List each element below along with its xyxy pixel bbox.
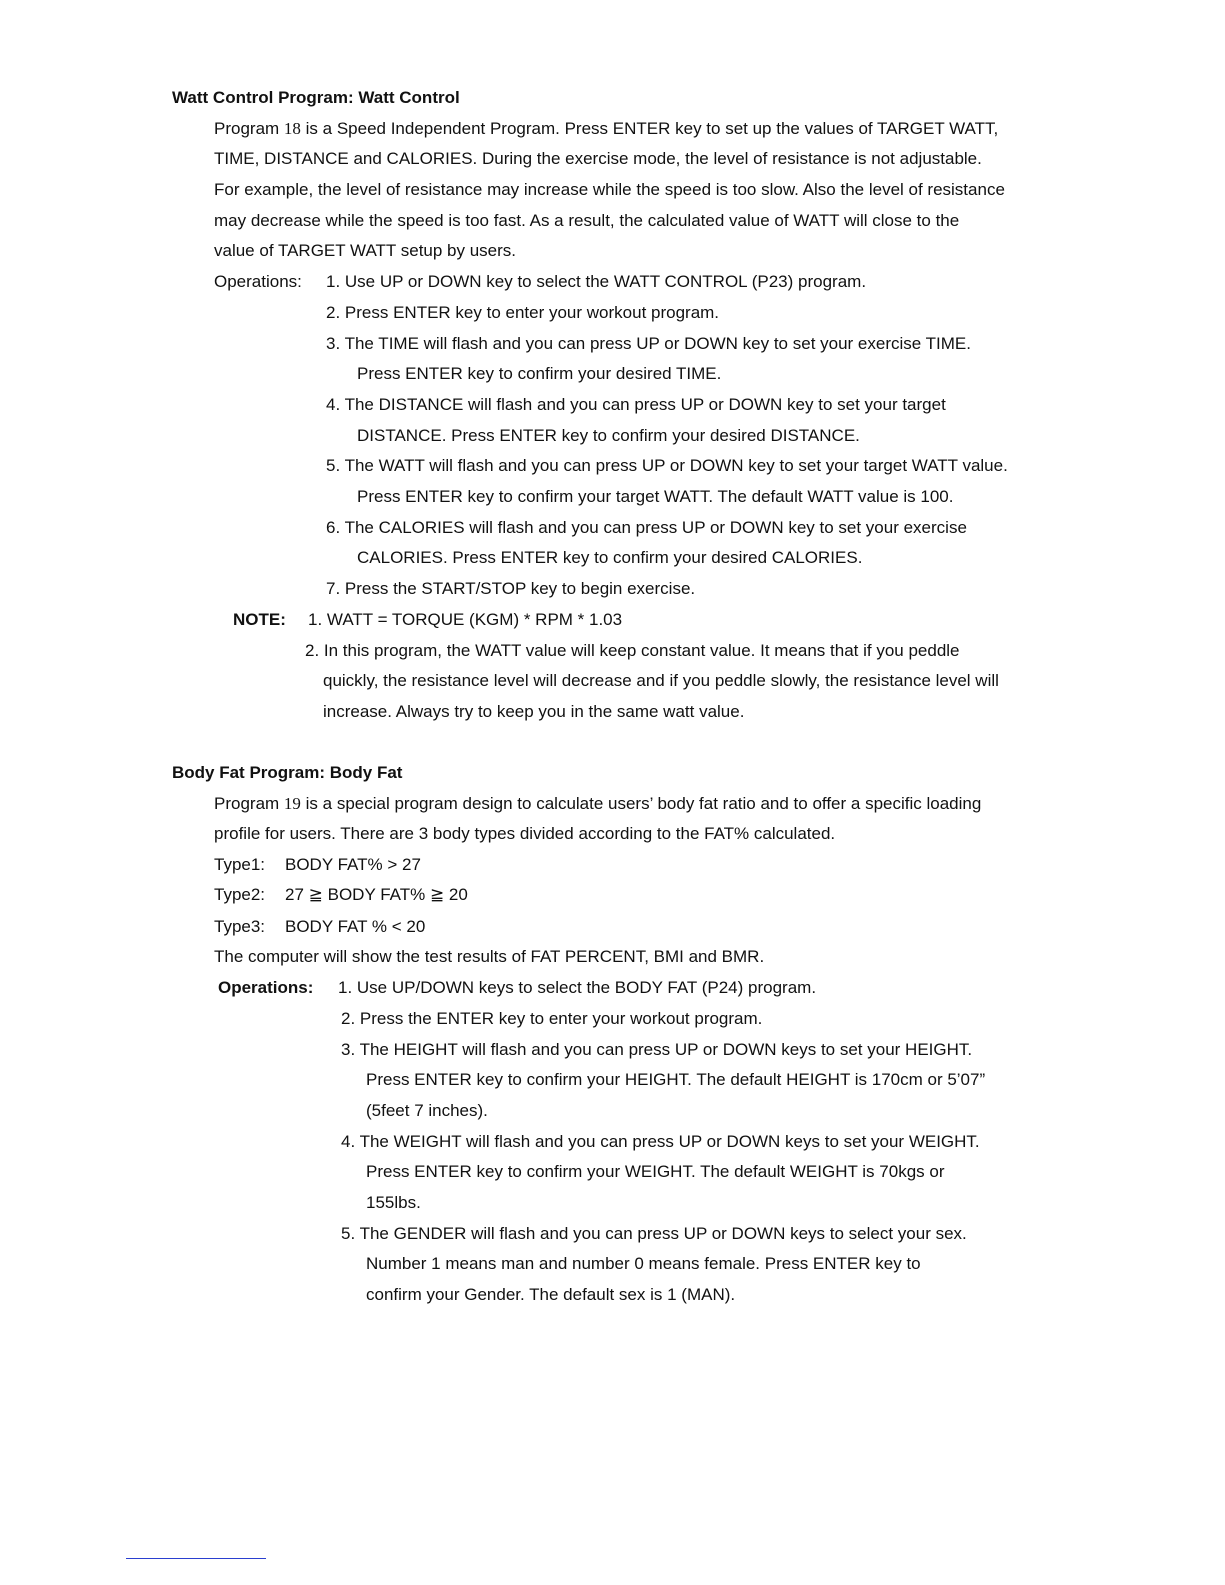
note-item-continuation: increase. Always try to keep you in the same watt value. xyxy=(323,702,745,721)
bodyfat-intro-line: Program 19 is a special program design to calculate users’ body fat ratio and to offer a specific loading xyxy=(214,794,982,813)
program-number: 19 xyxy=(283,794,301,813)
watt-step: 2. Press ENTER key to enter your workout program. xyxy=(326,303,720,322)
watt-step: 1. Use UP or DOWN key to select the WATT CONTROL (P23) program. xyxy=(326,272,867,291)
bodyfat-step-continuation: Number 1 means man and number 0 means female. Press ENTER key to xyxy=(366,1254,921,1273)
watt-intro-line: For example, the level of resistance may increase while the speed is too slow. Also the level of resistance xyxy=(214,180,1005,199)
results-text: The computer will show the test results of FAT PERCENT, BMI and BMR. xyxy=(214,947,765,966)
watt-step-continuation: CALORIES. Press ENTER key to confirm your desired CALORIES. xyxy=(357,548,863,567)
bodyfat-step: 4. The WEIGHT will flash and you can press UP or DOWN keys to set your WEIGHT. xyxy=(341,1132,980,1151)
note-item: 1. WATT = TORQUE (KGM) * RPM * 1.03 xyxy=(308,610,623,629)
bodyfat-step-continuation: Press ENTER key to confirm your WEIGHT. The default WEIGHT is 70kgs or xyxy=(366,1162,945,1181)
bodyfat-step-continuation: (5feet 7 inches). xyxy=(366,1101,488,1120)
watt-step-continuation: Press ENTER key to confirm your target WATT. The default WATT value is 100. xyxy=(357,487,954,506)
watt-intro-line: may decrease while the speed is too fast. As a result, the calculated value of WATT will close to the xyxy=(214,211,960,230)
section-heading-watt-control: Watt Control Program: Watt Control xyxy=(172,88,460,107)
body-type-label: Type1: xyxy=(214,855,266,874)
body-type-value: BODY FAT % < 20 xyxy=(285,917,426,936)
operations-label: Operations: xyxy=(218,978,314,997)
footnote-separator xyxy=(126,1558,266,1559)
note-label: NOTE: xyxy=(233,610,286,629)
body-type-value: 27 ≧ BODY FAT% ≧ 20 xyxy=(285,885,468,904)
bodyfat-step-continuation: confirm your Gender. The default sex is 1 (MAN). xyxy=(366,1285,736,1304)
body-type-value: BODY FAT% > 27 xyxy=(285,855,421,874)
bodyfat-step: 3. The HEIGHT will flash and you can press UP or DOWN keys to set your HEIGHT. xyxy=(341,1040,973,1059)
body-type-label: Type3: xyxy=(214,917,266,936)
watt-step-continuation: DISTANCE. Press ENTER key to confirm your desired DISTANCE. xyxy=(357,426,860,445)
watt-intro-line: Program 18 is a Speed Independent Program. Press ENTER key to set up the values of TARGET WATT, xyxy=(214,119,999,138)
note-item: 2. In this program, the WATT value will keep constant value. It means that if you peddle xyxy=(305,641,960,660)
watt-step: 7. Press the START/STOP key to begin exercise. xyxy=(326,579,696,598)
note-item-continuation: quickly, the resistance level will decrease and if you peddle slowly, the resistance level will xyxy=(323,671,999,690)
watt-step: 3. The TIME will flash and you can press UP or DOWN key to set your exercise TIME. xyxy=(326,334,971,353)
bodyfat-step-continuation: Press ENTER key to confirm your HEIGHT. The default HEIGHT is 170cm or 5’07” xyxy=(366,1070,986,1089)
watt-intro-line: value of TARGET WATT setup by users. xyxy=(214,241,517,260)
program-number: 18 xyxy=(283,119,301,138)
watt-step: 4. The DISTANCE will flash and you can press UP or DOWN key to set your target xyxy=(326,395,946,414)
watt-step-continuation: Press ENTER key to confirm your desired TIME. xyxy=(357,364,722,383)
bodyfat-step-continuation: 155lbs. xyxy=(366,1193,421,1212)
bodyfat-step: 1. Use UP/DOWN keys to select the BODY FAT (P24) program. xyxy=(338,978,817,997)
bodyfat-step: 2. Press the ENTER key to enter your workout program. xyxy=(341,1009,763,1028)
body-type-label: Type2: xyxy=(214,885,266,904)
watt-step: 6. The CALORIES will flash and you can press UP or DOWN key to set your exercise xyxy=(326,518,967,537)
section-heading-body-fat: Body Fat Program: Body Fat xyxy=(172,763,403,782)
bodyfat-step: 5. The GENDER will flash and you can press UP or DOWN keys to select your sex. xyxy=(341,1224,967,1243)
watt-intro-line: TIME, DISTANCE and CALORIES. During the exercise mode, the level of resistance is not adjustable. xyxy=(214,149,982,168)
bodyfat-intro-line: profile for users. There are 3 body types divided according to the FAT% calculated. xyxy=(214,824,836,843)
operations-label: Operations: xyxy=(214,272,302,291)
watt-step: 5. The WATT will flash and you can press UP or DOWN key to set your target WATT value. xyxy=(326,456,1008,475)
